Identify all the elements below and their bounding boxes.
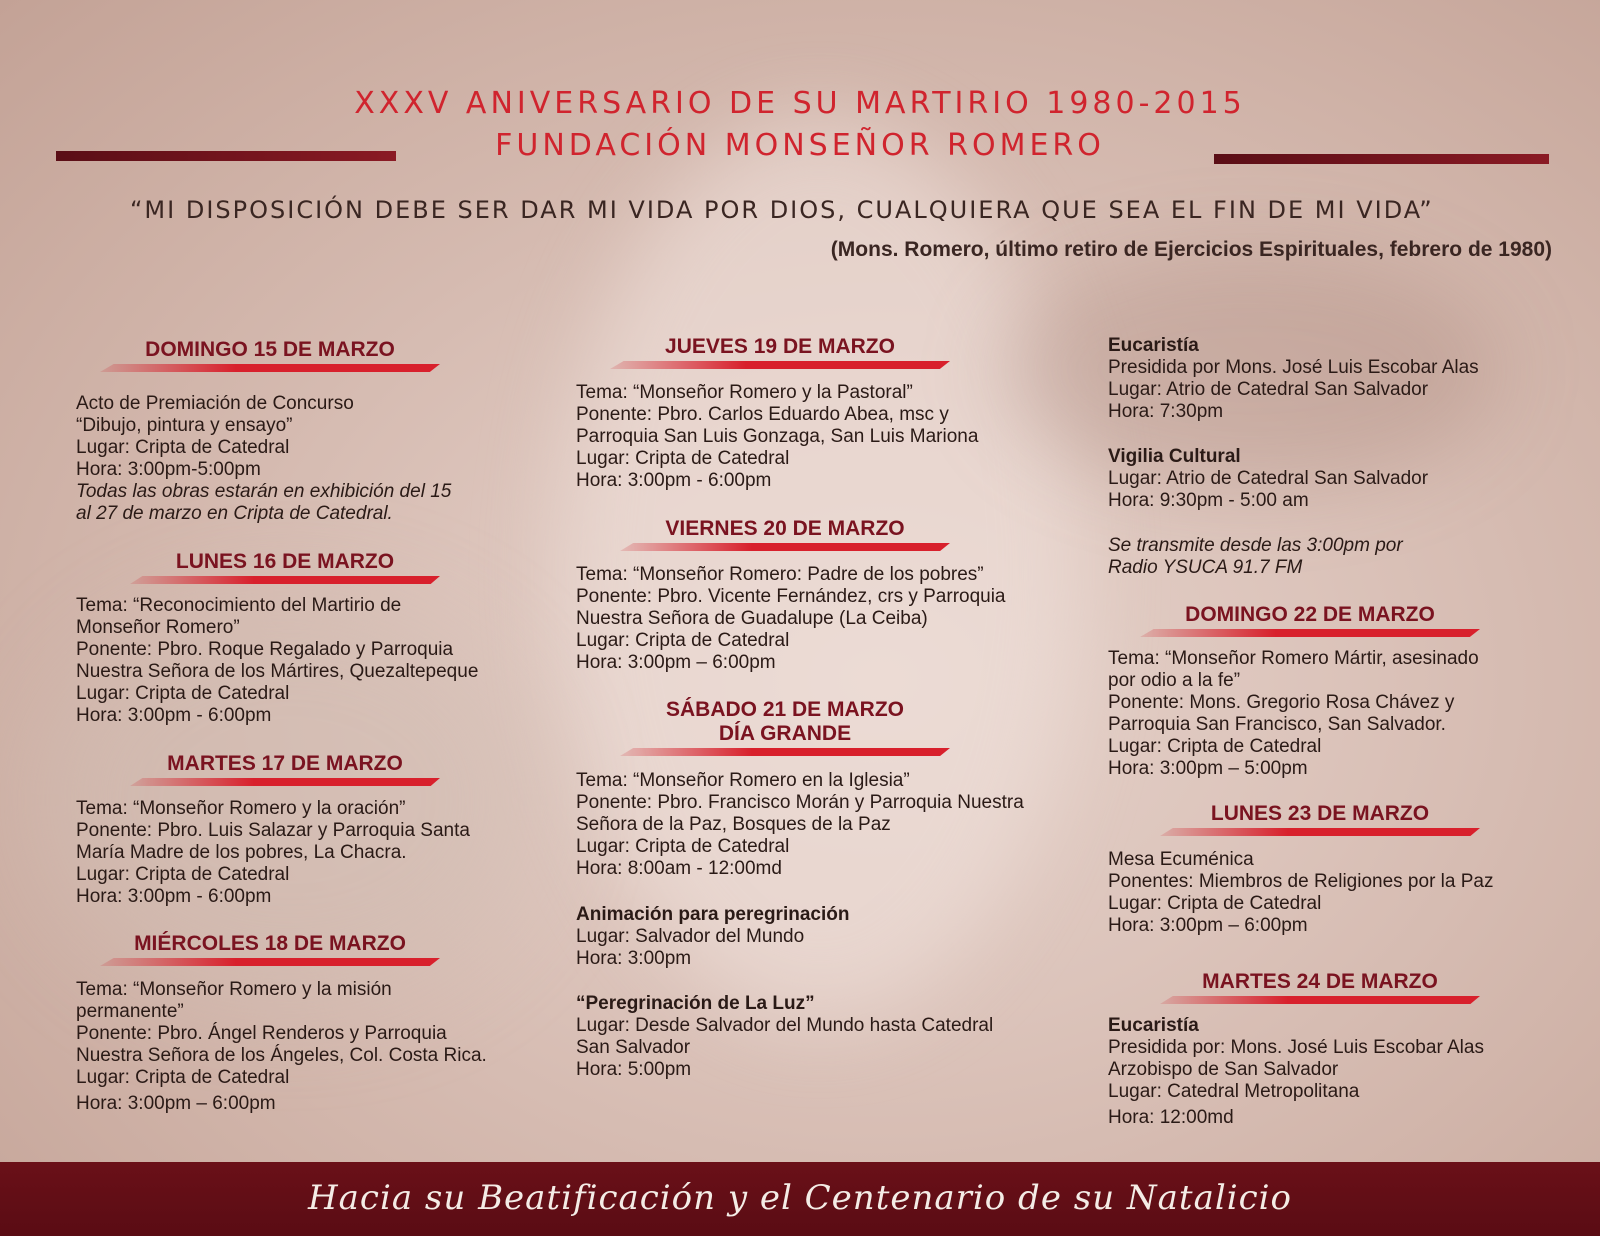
event-22: Tema: “Monseñor Romero Mártir, asesinado por odio a la fe” Ponente: Mons. Gregorio Rosa Chávez y Parroquia San Francisco, San Salvador. Lugar: Cripta de Catedral Hora: 3:00pm – 5:00pm xyxy=(1108,648,1479,779)
event-18: Tema: “Monseñor Romero y la misión permanente” Ponente: Pbro. Ángel Renderos y Parroquia Nuestra Señora de los Ángeles, Col. Costa Rica. Lugar: Cripta de Catedral Hora: 3:00pm – 6:00pm xyxy=(76,979,487,1114)
quote-citation: (Mons. Romero, último retiro de Ejercicios Espirituales, febrero de 1980) xyxy=(830,238,1552,261)
day-header-15: DOMINGO 15 DE MARZO xyxy=(100,338,440,372)
day-header-20: VIERNES 20 DE MARZO xyxy=(620,517,950,551)
day-header-23: LUNES 23 DE MARZO xyxy=(1160,802,1480,836)
quote: “MI DISPOSICIÓN DEBE SER DAR MI VIDA POR DIOS, CUALQUIERA QUE SEA EL FIN DE MI VIDA” xyxy=(130,196,1434,224)
event-15: Acto de Premiación de Concurso “Dibujo, pintura y ensayo” Lugar: Cripta de Catedral Hora: 3:00pm-5:00pm Todas las obras estarán en exhibición del 15 al 27 de marzo en Cripta de Catedral. xyxy=(76,393,452,524)
event-20: Tema: “Monseñor Romero: Padre de los pobres” Ponente: Pbro. Vicente Fernández, crs y Parroquia Nuestra Señora de Guadalupe (La Ceiba) Lugar: Cripta de Catedral Hora: 3:00pm – 6:00pm xyxy=(576,564,1006,673)
title-line-2: FUNDACIÓN MONSEÑOR ROMERO xyxy=(495,128,1105,163)
event-19: Tema: “Monseñor Romero y la Pastoral” Ponente: Pbro. Carlos Eduardo Abea, msc y Parroquia San Luis Gonzaga, San Luis Mariona Lugar: Cripta de Catedral Hora: 3:00pm - 6:00pm xyxy=(576,382,979,491)
day-header-22: DOMINGO 22 DE MARZO xyxy=(1140,603,1480,637)
event-16: Tema: “Reconocimiento del Martirio de Monseñor Romero” Ponente: Pbro. Roque Regalado y Parroquia Nuestra Señora de los Mártires, Quezaltepeque Lugar: Cripta de Catedral Hora: 3:00pm - 6:00pm xyxy=(76,595,479,726)
header-bar-left xyxy=(56,151,396,161)
radio-note: Se transmite desde las 3:00pm por Radio YSUCA 91.7 FM xyxy=(1108,535,1403,578)
event-17: Tema: “Monseñor Romero y la oración” Ponente: Pbro. Luis Salazar y Parroquia Santa María Madre de los pobres, La Chacra. Lugar: Cripta de Catedral Hora: 3:00pm - 6:00pm xyxy=(76,798,470,907)
event-21: Tema: “Monseñor Romero en la Iglesia” Ponente: Pbro. Francisco Morán y Parroquia Nuestra Señora de la Paz, Bosques de la Paz Lugar: Cripta de Catedral Hora: 8:00am - 12:00md xyxy=(576,770,1024,879)
event-21-vigilia: Vigilia Cultural Lugar: Atrio de Catedral San Salvador Hora: 9:30pm - 5:00 am xyxy=(1108,446,1429,511)
event-21-eucaristia: Eucaristía Presidida por Mons. José Luis Escobar Alas Lugar: Atrio de Catedral San Salvador Hora: 7:30pm xyxy=(1108,335,1479,422)
footer-band xyxy=(0,1162,1600,1236)
day-header-21: SÁBADO 21 DE MARZO DÍA GRANDE xyxy=(620,698,950,756)
day-header-24: MARTES 24 DE MARZO xyxy=(1160,970,1480,1004)
event-24: Eucaristía Presidida por: Mons. José Luis Escobar Alas Arzobispo de San Salvador Lugar: Catedral Metropolitana Hora: 12:00md xyxy=(1108,1015,1484,1128)
day-header-16: LUNES 16 DE MARZO xyxy=(130,550,440,584)
day-header-17: MARTES 17 DE MARZO xyxy=(130,752,440,786)
event-23: Mesa Ecuménica Ponentes: Miembros de Religiones por la Paz Lugar: Cripta de Catedral Hora: 3:00pm – 6:00pm xyxy=(1108,849,1494,936)
day-header-18: MIÉRCOLES 18 DE MARZO xyxy=(100,932,440,966)
footer-text: Hacia su Beatificación y el Centenario de su Natalicio xyxy=(308,1178,1292,1218)
header-bar-right xyxy=(1214,154,1549,164)
event-21-animacion: Animación para peregrinación Lugar: Salvador del Mundo Hora: 3:00pm xyxy=(576,904,850,969)
day-header-19: JUEVES 19 DE MARZO xyxy=(610,335,950,369)
title-line-1: XXXV ANIVERSARIO DE SU MARTIRIO 1980-2015 xyxy=(354,86,1246,121)
event-21-peregrinacion: “Peregrinación de La Luz” Lugar: Desde Salvador del Mundo hasta Catedral San Salvador Hora: 5:00pm xyxy=(576,993,994,1080)
